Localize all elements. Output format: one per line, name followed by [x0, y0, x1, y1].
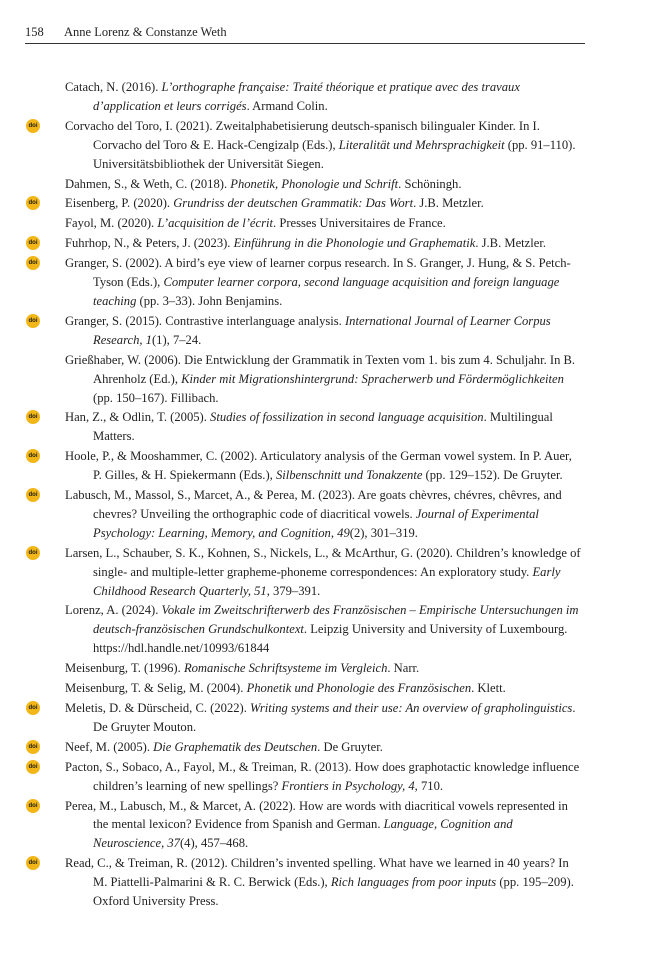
reference-details: (pp. 3–33). John Benjamins.: [136, 293, 283, 308]
reference-title: Vokale im Zweitschrifterwerb des Französischen – Empirische Untersuchungen im deutsch-französischen Grundschulkontext: [93, 603, 579, 637]
reference-text: Fayol, M. (2020).: [65, 216, 158, 231]
reference-title: Phonetik, Phonologie und Schrift: [230, 176, 399, 191]
reference-details: (1), 7–24.: [151, 332, 202, 347]
running-header: [25, 24, 585, 44]
reference-text: Lorenz, A. (2024).: [65, 603, 162, 618]
reference-text: Eisenberg, P. (2020).: [65, 196, 174, 211]
reference-details: . Narr.: [387, 661, 420, 676]
page-number: 158: [25, 25, 44, 39]
reference-details: (pp. 129–152). De Gruyter.: [422, 468, 563, 483]
reference-text: Granger, S. (2002). A bird’s eye view of learner corpus research. In S. Granger, J. Hung, & S. Petch-Tyson (Eds.),: [65, 256, 571, 290]
reference-text: Grießhaber, W. (2006). Die Entwicklung der Grammatik in Texten vom 1. bis zum 4. Schuljahr. In B. Ahrenholz (Ed.),: [65, 352, 576, 386]
reference-title: Silbenschnitt und Tonakzente: [275, 468, 423, 483]
reference-details: . Presses Universitaires de France.: [273, 216, 446, 231]
doi-icon[interactable]: doi: [26, 701, 40, 715]
reference-entry: [0, 351, 583, 408]
reference-text: Meisenburg, T. & Selig, M. (2004).: [65, 681, 247, 696]
reference-details: . J.B. Metzler.: [475, 236, 546, 251]
reference-text: Labusch, M., Massol, S., Marcet, A., & Perea, M. (2023). Are goats chèvres, chévres, chêvres, and chevres? Unveiling the orthographic code of diacritical vowels.: [65, 488, 562, 521]
reference-entry: [0, 679, 583, 698]
reference-details: , 379–391.: [266, 583, 321, 598]
reference-entry: [0, 758, 583, 796]
reference-entry: [0, 78, 583, 116]
reference-details: . J.B. Metzler.: [413, 196, 484, 211]
reference-entry: [0, 486, 583, 543]
reference-list: [0, 78, 650, 911]
reference-entry: [0, 117, 583, 174]
reference-entry: [0, 214, 583, 233]
reference-entry: [0, 175, 583, 194]
reference-title: Writing systems and their use: An overview of grapholinguistics: [250, 701, 573, 715]
reference-details: (pp. 91–110). Universitätsbibliothek der Universität Siegen.: [93, 137, 576, 171]
reference-text: Fuhrhop, N., & Peters, J. (2023).: [65, 236, 234, 251]
doi-icon[interactable]: doi: [26, 760, 40, 774]
doi-icon[interactable]: doi: [26, 196, 40, 210]
reference-details: . Armand Colin.: [246, 98, 328, 113]
reference-details: , 710.: [414, 778, 444, 793]
reference-details: (pp. 195–209). Oxford University Press.: [93, 875, 574, 909]
reference-text: Granger, S. (2015). Contrastive interlanguage analysis.: [65, 313, 345, 328]
reference-title: Literalität und Mehrsprachigkeit: [338, 137, 505, 152]
reference-title: Studies of fossilization in second language acquisition: [210, 410, 484, 425]
reference-details: . Schöningh.: [398, 176, 462, 191]
doi-icon[interactable]: doi: [26, 488, 40, 502]
reference-entry: [0, 234, 583, 253]
reference-entry: [0, 797, 583, 854]
doi-icon[interactable]: doi: [26, 119, 40, 133]
reference-title: L’orthographe française: Traité théorique et pratique avec des travaux d’application et leurs corrigés: [93, 80, 520, 113]
reference-entry: [0, 659, 583, 678]
reference-details: . Multilingual Matters.: [93, 410, 553, 444]
reference-text: Hoole, P., & Mooshammer, C. (2002). Articulatory analysis of the German vowel system. In P. Auer, P. Gilles, & H. Spiekermann (Eds.),: [65, 449, 572, 483]
reference-title: Early Childhood Research Quarterly, 51: [93, 564, 561, 598]
reference-text: Dahmen, S., & Weth, C. (2018).: [65, 176, 231, 191]
reference-title: Einführung in die Phonologie und Graphematik: [233, 236, 476, 251]
reference-details: . De Gruyter Mouton.: [93, 701, 576, 734]
reference-text: Perea, M., Labusch, M., & Marcet, A. (2022). How are words with diacritical vowels represented in the mental lexicon? Evidence from Spanish and German.: [65, 798, 568, 832]
doi-icon[interactable]: doi: [26, 236, 40, 250]
reference-details: (2), 301–319.: [349, 525, 418, 540]
reference-title: Language, Cognition and Neuroscience, 37: [93, 817, 513, 851]
reference-entry: [0, 254, 583, 311]
reference-text: Neef, M. (2005).: [65, 739, 154, 754]
doi-icon[interactable]: doi: [26, 314, 40, 328]
doi-icon[interactable]: doi: [26, 256, 40, 270]
doi-icon[interactable]: doi: [26, 740, 40, 754]
reference-title: Kinder mit Migrationshintergrund: Spracherwerb und Fördermöglichkeiten: [181, 371, 564, 386]
doi-icon[interactable]: doi: [26, 546, 40, 560]
reference-text: Han, Z., & Odlin, T. (2005).: [65, 410, 211, 425]
running-title: Anne Lorenz & Constanze Weth: [64, 25, 227, 39]
reference-entry: [0, 601, 583, 658]
reference-title: Phonetik und Phonologie des Französischen: [246, 681, 472, 696]
reference-entry: [0, 194, 583, 213]
reference-title: International Journal of Learner Corpus Research, 1: [93, 313, 551, 347]
reference-details: (4), 457–468.: [179, 836, 249, 851]
reference-title: Rich languages from poor inputs: [330, 875, 497, 890]
reference-text: Larsen, L., Schauber, S. K., Kohnen, S., Nickels, L., & McArthur, G. (2020). Children’s knowledge of single- and multiple-letter grapheme-phoneme correspondences: An exploratory study.: [65, 545, 581, 579]
reference-entry: [0, 854, 583, 911]
reference-text: Read, C., & Treiman, R. (2012). Children’s invented spelling. What have we learned in 40 years? In M. Piattelli-Palmarini & R. C. Berwick (Eds.),: [65, 856, 569, 890]
reference-title: Journal of Experimental Psychology: Learning, Memory, and Cognition, 49: [93, 506, 539, 540]
reference-details: (pp. 150–167). Fillibach.: [93, 390, 219, 405]
reference-text: Pacton, S., Sobaco, A., Fayol, M., & Treiman, R. (2013). How does graphotactic knowledge influence children’s learning of new spellings?: [65, 759, 580, 793]
reference-title: Grundriss der deutschen Grammatik: Das Wort: [173, 196, 414, 211]
reference-entry: [0, 447, 583, 485]
reference-entry: [0, 544, 583, 601]
reference-entry: [0, 312, 583, 350]
doi-icon[interactable]: doi: [26, 449, 40, 463]
reference-entry: [0, 408, 583, 446]
reference-text: Meisenburg, T. (1996).: [65, 661, 184, 676]
reference-title: Computer learner corpora, second language acquisition and foreign language teaching: [93, 275, 560, 308]
reference-title: Frontiers in Psychology, 4: [281, 778, 415, 793]
reference-title: Die Graphematik des Deutschen: [153, 739, 318, 754]
reference-entry: [0, 699, 583, 737]
doi-icon[interactable]: doi: [26, 856, 40, 870]
doi-icon[interactable]: doi: [26, 799, 40, 813]
reference-details: . De Gruyter.: [317, 739, 383, 754]
reference-details: . Leipzig University and University of Luxembourg. https://hdl.handle.net/10993/61844: [93, 622, 568, 656]
doi-icon[interactable]: doi: [26, 410, 40, 424]
reference-text: Meletis, D. & Dürscheid, C. (2022).: [65, 701, 251, 715]
reference-text: Corvacho del Toro, I. (2021). Zweitalphabetisierung deutsch-spanisch bilingualer Kinder. In I. Corvacho del Toro & E. Hack-Cengizalp (Eds.),: [65, 118, 540, 152]
reference-text: Catach, N. (2016).: [65, 80, 162, 94]
reference-details: . Klett.: [471, 681, 506, 696]
reference-entry: [0, 738, 583, 757]
reference-title: Romanische Schriftsysteme im Vergleich: [183, 661, 388, 676]
reference-title: L’acquisition de l’écrit: [157, 216, 274, 231]
